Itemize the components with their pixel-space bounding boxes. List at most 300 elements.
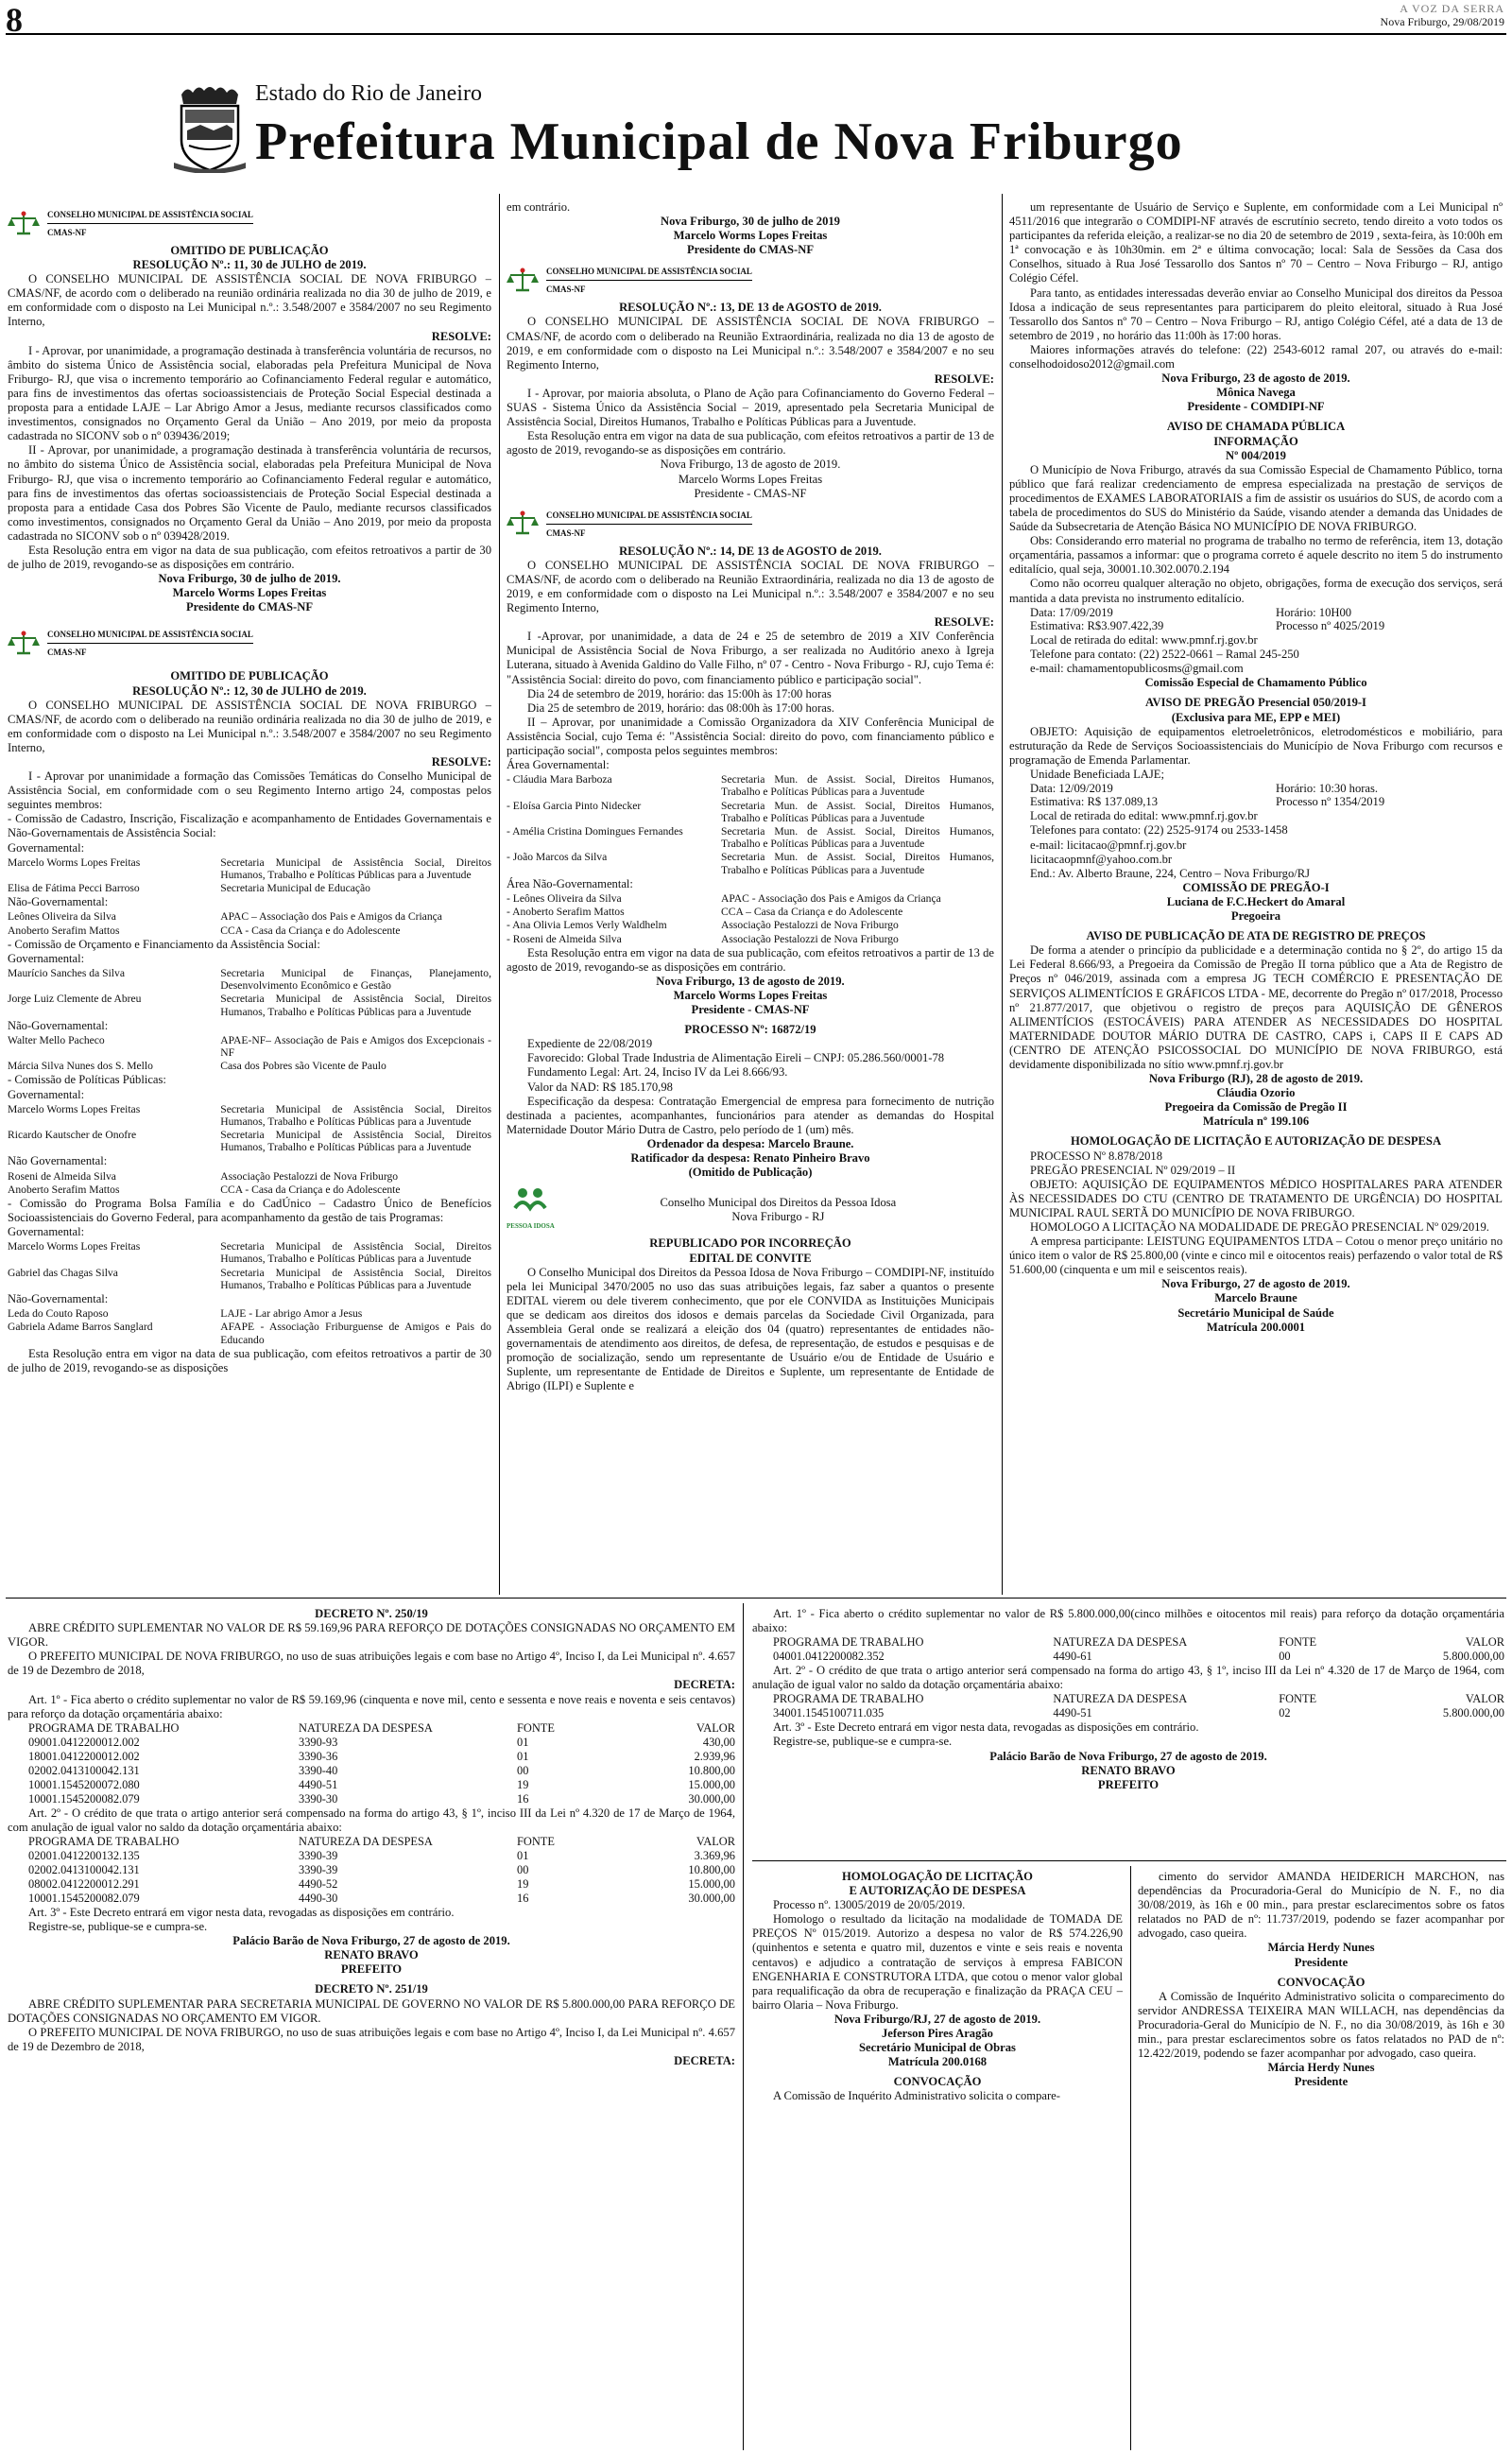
heading-line: RENATO BRAVO — [1081, 1763, 1176, 1777]
member-name: - João Marcos da Silva — [507, 851, 608, 864]
budget-cell: VALOR — [696, 1720, 735, 1735]
member-organization: Associação Pestalozzi de Nova Friburgo — [721, 919, 899, 932]
member-name: Ricardo Kautscher de Onofre — [8, 1129, 137, 1142]
paragraph: ABRE CRÉDITO SUPLEMENTAR NO VALOR DE R$ 59.169,96 PARA REFORÇO DE DOTAÇÕES CONSIGNADAS NO ORÇAMENTO EM VIGOR. — [8, 1621, 735, 1650]
elderly-council-title — [562, 1196, 994, 1224]
paragraph: Obs: Considerando erro material no programa de trabalho no termo de referência, item 13, dotação orçamentária, passamos a informar: que o programa correto é aquele descrito no item 5 do instrumento editalício, qual seja, 30001.10.302.0070.2.194 — [1009, 534, 1503, 577]
budget-cell: 01 — [517, 1735, 529, 1749]
budget-cell: 19 — [517, 1777, 529, 1791]
paragraph: Esta Resolução entra em vigor na data de sua publicação, com efeitos retroativos a partir de 13 de agosto de 2019, revogando-se as disposições em contrário. — [507, 429, 994, 458]
budget-cell: 30.000,00 — [688, 1891, 735, 1905]
budget-cell: 16 — [517, 1891, 529, 1905]
council-acronym: CMAS-NF — [546, 285, 586, 295]
budget-cell: 00 — [1279, 1650, 1291, 1664]
member-row — [8, 1034, 491, 1059]
member-row — [8, 1060, 491, 1072]
member-organization: AFAPE - Associação Friburguense de Amigos e Pais do Educando — [220, 1321, 491, 1346]
column-2 — [507, 200, 994, 1592]
column-divider — [1130, 1866, 1131, 2450]
member-organization: Secretaria Mun. de Assist. Social, Direitos Humanos, Trabalho e Políticas Públicas para a Juventude — [721, 773, 994, 799]
budget-cell: 15.000,00 — [688, 1777, 735, 1791]
paragraph: Art. 3º - Este Decreto entrará em vigor nesta data, revogadas as disposições em contrário. — [28, 1905, 455, 1919]
paragraph: End.: Av. Alberto Braune, 224, Centro – Nova Friburgo/RJ — [1030, 866, 1311, 880]
budget-table-row — [8, 1849, 735, 1863]
paragraph: ABRE CRÉDITO SUPLEMENTAR PARA SECRETARIA MUNICIPAL DE GOVERNO NO VALOR DE R$ 5.800.000,00 PARA REFORÇO DE DOTAÇÕES CONSIGNADAS NO ORÇAMENTO EM VIGOR. — [8, 1996, 735, 2025]
resolve-heading: RESOLVE: — [934, 372, 994, 386]
member-name: Jorge Luiz Clemente de Abreu — [8, 993, 142, 1006]
heading-line: Márcia Herdy Nunes — [1267, 1941, 1375, 1955]
heading-line: EDITAL DE CONVITE — [689, 1251, 812, 1265]
budget-table-row — [8, 1792, 735, 1806]
paragraph: Homologo o resultado da licitação na modalidade de TOMADA DE PREÇOS Nº 015/2019. Autorizo a despesa no valor de R$ 574.226,90 (quinhentos e setenta e quatro mil, duzentos e vinte e seis reais e noventa centavos) e adjudico a contratação de serviços à empresa FABICON ENGENHARIA E CONSTRUTORA LTDA, que cotou o menor valor global para requalificação da obra de recuperação e finalização da PRAÇA CEU – bairro Olaria – Nova Friburgo. — [752, 1912, 1123, 2012]
council-name: CONSELHO MUNICIPAL DE ASSISTÊNCIA SOCIAL — [47, 626, 253, 644]
budget-table-row — [752, 1635, 1504, 1650]
heading-line: HOMOLOGAÇÃO DE LICITAÇÃO — [842, 1870, 1033, 1883]
text-line: - Comissão de Políticas Públicas: — [8, 1073, 166, 1087]
member-organization: APAE-NF– Associação de Pais e Amigos dos Excepcionais - NF — [220, 1033, 491, 1060]
heading-line: RESOLUÇÃO Nº.: 14, DE 13 de AGOSTO de 2019. — [619, 544, 882, 558]
heading-line: Matrícula nº 199.106 — [1202, 1115, 1310, 1129]
heading-line: Nº 004/2019 — [1226, 448, 1286, 462]
decree-250-column — [8, 1607, 735, 2448]
member-row — [507, 851, 994, 875]
member-row — [507, 933, 994, 945]
member-name: Leda do Couto Raposo — [8, 1307, 109, 1321]
member-row — [8, 1267, 491, 1291]
paragraph: O CONSELHO MUNICIPAL DE ASSISTÊNCIA SOCIAL DE NOVA FRIBURGO – CMAS/NF, de acordo com o deliberado na Reunião Extraordinária, realizada no dia 13 de agosto de 2019, e em conformidade com o disposto na Lei Municipal n.º.: 3.548/2007 e 3584/2007 e no seu Regimento Interno, — [507, 315, 994, 372]
member-row — [8, 910, 491, 923]
member-organization: Secretaria Municipal de Finanças, Planejamento, Desenvolvimento Econômico e Gestão — [220, 966, 491, 993]
budget-cell: 2.939,96 — [694, 1749, 735, 1763]
heading-line: Luciana de F.C.Heckert do Amaral — [1166, 894, 1346, 908]
info-right: Horário: 10H00 — [1276, 605, 1352, 619]
paragraph: O PREFEITO MUNICIPAL DE NOVA FRIBURGO, no uso de suas atribuições legais e com base no Artigo 4º, Inciso I, da Lei Municipal nº. 4.657 de 19 de Dezembro de 2018, — [8, 2025, 735, 2053]
text-line: Não Governamental: — [8, 1154, 108, 1168]
heading-line: Marcelo Worms Lopes Freitas — [673, 229, 828, 243]
spacer — [8, 614, 491, 620]
heading-line: Matrícula 200.0001 — [1206, 1320, 1306, 1334]
paragraph: Art. 1º - Fica aberto o crédito suplementar no valor de R$ 5.800.000,00(cinco milhões e oitocentos mil reais) para reforço da dotação orçamentária abaixo: — [752, 1607, 1504, 1635]
heading-line: AVISO DE PUBLICAÇÃO DE ATA DE REGISTRO DE PREÇOS — [1086, 929, 1426, 943]
member-row — [507, 906, 994, 918]
member-name: Gabriel das Chagas Silva — [8, 1266, 118, 1279]
budget-cell: 02001.0412200132.135 — [28, 1848, 140, 1862]
member-name: Anoberto Serafim Mattos — [8, 1183, 120, 1196]
masthead-title: A VOZ DA SERRA — [1400, 2, 1504, 15]
heading-line: Presidente - COMDIPI-NF — [1187, 400, 1325, 414]
paragraph: cimento do servidor AMANDA HEIDERICH MARCHON, nas dependências da Procuradoria-Geral do Município de N. F., no dia 30/08/2019, às 16h e 00 min., para prestar esclarecimentos sobre os fatos relatados no PAD de nº: 11.737/2019, podendo se fazer acompanhar por advogado, caso queira. — [1138, 1870, 1504, 1941]
info-right: Processo nº 4025/2019 — [1276, 618, 1385, 632]
member-name: - Ana Olivia Lemos Verly Waldhelm — [507, 919, 667, 932]
budget-cell: 18001.0412200012.002 — [28, 1749, 140, 1763]
member-row — [8, 967, 491, 992]
heading-line: (Exclusiva para ME, EPP e MEI) — [1171, 710, 1341, 724]
member-row — [507, 919, 994, 931]
council-city: Nova Friburgo - RJ — [731, 1209, 825, 1223]
budget-cell: 15.000,00 — [688, 1876, 735, 1891]
coat-of-arms-icon — [172, 83, 248, 173]
member-row — [507, 892, 994, 905]
info-right: Processo nº 1354/2019 — [1276, 795, 1385, 809]
budget-cell: 02002.0413100042.131 — [28, 1763, 140, 1777]
heading-line: (Omitido de Publicação) — [688, 1166, 813, 1180]
text-line: Governamental: — [8, 951, 85, 965]
budget-cell: NATUREZA DA DESPESA — [1053, 1635, 1188, 1650]
budget-table-row — [8, 1721, 735, 1736]
budget-table-row — [8, 1877, 735, 1892]
member-organization: Secretaria Mun. de Assist. Social, Direitos Humanos, Trabalho e Políticas Públicas para a Juventude — [721, 825, 994, 851]
member-organization: Associação Pestalozzi de Nova Friburgo — [721, 932, 899, 945]
heading-line: Presidente do CMAS-NF — [686, 243, 815, 257]
paragraph: O PREFEITO MUNICIPAL DE NOVA FRIBURGO, no uso de suas atribuições legais e com base no Artigo 4º, Inciso I, da Lei Municipal nº. 4.657 de 19 de Dezembro de 2018, — [8, 1650, 735, 1678]
budget-cell: 4490-51 — [1053, 1706, 1092, 1720]
member-row — [507, 825, 994, 850]
resolve-heading: DECRETA: — [674, 2053, 735, 2067]
text-line: Governamental: — [8, 840, 85, 855]
text-line: Governamental: — [8, 1225, 85, 1239]
heading-line: AVISO DE PREGÃO Presencial 050/2019-I — [1145, 696, 1366, 710]
budget-cell: VALOR — [1465, 1692, 1504, 1706]
budget-table-row — [752, 1650, 1504, 1664]
member-organization: Casa dos Pobres são Vicente de Paulo — [220, 1060, 387, 1073]
paragraph: Como não ocorreu qualquer alteração no objeto, obrigações, forma de execução dos serviços, será mantida a data prevista no instrumento editalício. — [1009, 577, 1503, 605]
heading-line: Comissão Especial de Chamamento Público — [1144, 676, 1367, 690]
paragraph: Art. 2º - O crédito de que trata o artigo anterior será compensado na forma do artigo 43, § 1º, inciso III da Lei nº 4.320 de 17 de Março de 1964, com anulação de igual valor no saldo da dotação orçamentária abaixo: — [8, 1806, 735, 1834]
paragraph: PROCESSO Nº 8.878/2018 — [1030, 1149, 1163, 1163]
heading-line: Palácio Barão de Nova Friburgo, 27 de agosto de 2019. — [232, 1934, 510, 1948]
budget-cell: PROGRAMA DE TRABALHO — [28, 1834, 180, 1848]
council-logo — [8, 626, 491, 661]
paragraph: PREGÃO PRESENCIAL Nº 029/2019 – II — [1030, 1163, 1236, 1177]
member-row — [507, 800, 994, 824]
council-logo — [8, 206, 491, 241]
budget-cell: 10.800,00 — [688, 1862, 735, 1876]
member-row — [8, 856, 491, 881]
budget-cell: FONTE — [1279, 1635, 1317, 1650]
text-line: Governamental: — [8, 1087, 85, 1101]
heading-line: Pregoeira da Comissão de Pregão II — [1164, 1100, 1348, 1115]
heading-line: HOMOLOGAÇÃO DE LICITAÇÃO E AUTORIZAÇÃO DE DESPESA — [1070, 1134, 1442, 1149]
prefecture-title: Prefeitura Municipal de Nova Friburgo — [255, 112, 1183, 171]
member-name: Walter Mello Pacheco — [8, 1033, 105, 1046]
member-row — [8, 882, 491, 894]
member-name: Márcia Silva Nunes dos S. Mello — [8, 1060, 153, 1073]
budget-cell: FONTE — [517, 1834, 555, 1848]
council-logo-text — [47, 626, 253, 661]
paragraph: Art. 1º - Fica aberto o crédito suplementar no valor de R$ 59.169,96 (cinquenta e nove mil, cento e sessenta e nove reais e noventa e seis centavos) para reforço da dotação orçamentária abaixo: — [8, 1692, 735, 1720]
member-organization: CCA - Casa da Criança e do Adolescente — [220, 1183, 401, 1196]
member-name: Marcelo Worms Lopes Freitas — [8, 855, 141, 869]
heading-line: Nova Friburgo, 23 de agosto de 2019. — [1161, 372, 1350, 386]
budget-cell: FONTE — [1279, 1692, 1317, 1706]
heading-line: Nova Friburgo, 27 de agosto de 2019. — [1161, 1277, 1350, 1291]
text-line: - Comissão do Programa Bolsa Família e do CadÚnico – Cadastro Único de Benefícios Socioassistenciais do Governo Federal, para acompanhamento da gestão de tais Programas: — [8, 1196, 491, 1225]
member-row — [8, 1240, 491, 1265]
heading-line: Márcia Herdy Nunes — [1267, 2061, 1375, 2075]
budget-table-row — [8, 1736, 735, 1750]
budget-cell: 30.000,00 — [688, 1791, 735, 1806]
member-organization: Secretaria Municipal de Educação — [220, 882, 370, 895]
column-divider — [499, 194, 500, 1595]
info-left: Data: 17/09/2019 — [1030, 605, 1113, 619]
member-row — [8, 1321, 491, 1345]
member-name: Gabriela Adame Barros Sanglard — [8, 1321, 153, 1334]
budget-cell: 430,00 — [702, 1735, 735, 1749]
text-line: Não-Governamental: — [8, 1292, 109, 1306]
budget-table-row — [8, 1764, 735, 1778]
council-logo — [507, 263, 994, 298]
info-left: Data: 12/09/2019 — [1030, 781, 1113, 795]
state-name: Estado do Rio de Janeiro — [255, 81, 482, 106]
member-row — [8, 1103, 491, 1128]
paragraph: O CONSELHO MUNICIPAL DE ASSISTÊNCIA SOCIAL DE NOVA FRIBURGO – CMAS/NF, de acordo com o deliberado na reunião ordinária realizada no dia 30 de julho de 2019, e em conformidade com o disposto na Lei Municipal n.º.: 3.548/2007 e 3584/2007 no seu Regimento Interno, — [8, 698, 491, 754]
heading-line: COMISSÃO DE PREGÃO-I — [1182, 880, 1330, 894]
council-logo-text — [546, 507, 752, 542]
heading-line: PROCESSO Nº: 16872/19 — [684, 1023, 816, 1037]
heading-line: DECRETO Nº. 251/19 — [315, 1982, 428, 1996]
text-line: Não-Governamental: — [8, 895, 109, 909]
heading-line: Secretário Municipal de Saúde — [1177, 1305, 1334, 1320]
paragraph: A Comissão de Inquérito Administrativo solicita o comparecimento do servidor ANDRESSA TEIXEIRA MAN WILLACH, nas dependências da Procuradoria-Geral do Município de N. F., no dia 30/08/2019, às 16h e 30 min., para prestar esclarecimentos sobre os fatos relatados no PAD de nº: 12.422/2019, podendo se fazer acompanhar por advogado, caso queira. — [1138, 1989, 1504, 2061]
heading-line: RESOLUÇÃO Nº.: 12, 30 de JULHO de 2019. — [132, 683, 367, 698]
page-number: 8 — [6, 1, 23, 39]
member-row — [8, 1129, 491, 1153]
paragraph: OBJETO: AQUISIÇÃO DE EQUIPAMENTOS MÉDICO HOSPITALARES PARA ATENDER ÀS NECESSIDADES DO CTU (CENTRO DE TRATAMENTO DE URGÊNCIA) DO HOSPITAL MUNICIPAL RAUL SERTÃ DO MUNICÍPIO DE NOVA FRIBURGO. — [1009, 1177, 1503, 1219]
budget-cell: 04001.0412200082.352 — [773, 1650, 885, 1664]
paragraph: licitacaopmnf@yahoo.com.br — [1030, 852, 1173, 866]
budget-cell: 10001.1545200082.079 — [28, 1791, 140, 1806]
budget-cell: 3.369,96 — [694, 1848, 735, 1862]
text-line: - Comissão de Orçamento e Financiamento da Assistência Social: — [8, 937, 320, 951]
paragraph: Favorecido: Global Trade Industria de Alimentação Eireli – CNPJ: 05.286.560/0001-78 — [527, 1051, 945, 1065]
heading-line: Marcelo Worms Lopes Freitas — [172, 586, 327, 600]
paragraph: HOMOLOGO A LICITAÇÃO NA MODALIDADE DE PREGÃO PRESENCIAL Nº 029/2019. — [1030, 1220, 1489, 1234]
elderly-logo-caption: PESSOA IDOSA — [507, 1222, 555, 1231]
budget-cell: 3390-36 — [299, 1749, 338, 1763]
member-organization: Secretaria Mun. de Assist. Social, Direitos Humanos, Trabalho e Políticas Públicas para a Juventude — [721, 799, 994, 824]
paragraph: Registre-se, publique-se e cumpra-se. — [773, 1735, 953, 1749]
heading-line: Mônica Navega — [1216, 386, 1296, 400]
heading-line: RENATO BRAVO — [324, 1948, 419, 1962]
heading-line: Presidente — [1294, 1955, 1349, 1969]
council-acronym: CMAS-NF — [546, 527, 586, 538]
budget-cell: 10001.1545200072.080 — [28, 1777, 140, 1791]
budget-cell: 10.800,00 — [688, 1763, 735, 1777]
heading-line: Nova Friburgo, 30 de julho de 2019 — [661, 215, 840, 229]
elderly-council-logo — [507, 1185, 555, 1234]
member-organization: Secretaria Municipal de Assistência Social, Direitos Humanos, Trabalho e Políticas Públicas para a Juventude — [220, 1102, 491, 1128]
heading-line: Nova Friburgo, 13 de agosto de 2019. — [656, 974, 845, 988]
council-acronym: CMAS-NF — [47, 228, 87, 237]
heading-line: Matrícula 200.0168 — [887, 2055, 988, 2069]
member-organization: Secretaria Municipal de Assistência Social, Direitos Humanos, Trabalho e Políticas Públicas para a Juventude — [220, 1266, 491, 1291]
paragraph: Processo nº. 13005/2019 de 20/05/2019. — [773, 1898, 966, 1912]
paragraph: A empresa participante: LEISTUNG EQUIPAMENTOS LTDA – Cotou o menor preço unitário no único item o valor de R$ 25.800,00 (vinte e cinco mil e oitocentos reais) perfazendo o valor total de R$ 51.600,00 (cinquenta e um mil e seiscentos reais). — [1009, 1235, 1503, 1277]
member-name: Roseni de Almeida Silva — [8, 1169, 116, 1183]
member-name: Maurício Sanches da Silva — [8, 966, 125, 979]
member-row — [8, 1307, 491, 1320]
budget-table-row — [752, 1692, 1504, 1706]
budget-cell: 3390-39 — [299, 1862, 338, 1876]
member-name: Leônes Oliveira da Silva — [8, 910, 116, 924]
member-name: - Anoberto Serafim Mattos — [507, 906, 625, 919]
column-divider — [743, 1603, 744, 2450]
paragraph: Fundamento Legal: Art. 24, Inciso IV da Lei 8.666/93. — [527, 1065, 788, 1080]
heading-line: Secretário Municipal de Obras — [859, 2041, 1016, 2055]
budget-cell: PROGRAMA DE TRABALHO — [773, 1635, 924, 1650]
centered-line: Presidente - CMAS-NF — [694, 486, 807, 500]
council-name: CONSELHO MUNICIPAL DE ASSISTÊNCIA SOCIAL — [47, 206, 253, 224]
member-name: - Roseni de Almeida Silva — [507, 932, 622, 945]
heading-line: Ratificador da despesa: Renato Pinheiro Bravo — [630, 1151, 870, 1166]
member-row — [8, 993, 491, 1017]
budget-table-row — [8, 1863, 735, 1877]
budget-cell: 5.800.000,00 — [1442, 1706, 1504, 1720]
member-name: - Amélia Cristina Domingues Fernandes — [507, 825, 683, 838]
heading-line: RESOLUÇÃO Nº.: 11, 30 de JULHO de 2019. — [132, 258, 367, 272]
heading-line: INFORMAÇÃO — [1213, 434, 1298, 448]
member-organization: Secretaria Municipal de Assistência Social, Direitos Humanos, Trabalho e Políticas Públicas para a Juventude — [220, 993, 491, 1018]
council-name: CONSELHO MUNICIPAL DE ASSISTÊNCIA SOCIAL — [546, 263, 752, 281]
council-logo-text — [546, 263, 752, 298]
heading-line: Presidente — [1294, 2075, 1349, 2089]
member-name: - Cláudia Mara Barboza — [507, 773, 612, 786]
budget-cell: 4490-30 — [299, 1891, 338, 1905]
paragraph: e-mail: chamamentopublicosms@gmail.com — [1030, 662, 1244, 676]
paragraph: Valor da NAD: R$ 185.170,98 — [527, 1080, 673, 1094]
budget-cell: 08002.0412200012.291 — [28, 1876, 140, 1891]
paragraph: Esta Resolução entra em vigor na data de sua publicação, com efeitos retroativos a partir de 30 de julho de 2019, revogando-se as disposições em contrário. — [8, 543, 491, 572]
heading-line: Presidente - CMAS-NF — [691, 1003, 810, 1017]
budget-cell: VALOR — [1465, 1635, 1504, 1650]
paragraph: OBJETO: Aquisição de equipamentos eletroeletrônicos, eletrodomésticos e mobiliário, para estruturação da Rede de Serviços Socioassistenciais do Município de Nova Friburgo com recursos e programação de Emenda Parlamentar. — [1009, 724, 1503, 767]
budget-cell: 4490-52 — [299, 1876, 338, 1891]
budget-table-row — [8, 1750, 735, 1764]
budget-cell: 10001.1545200082.079 — [28, 1891, 140, 1905]
info-row — [1009, 796, 1503, 808]
text-line: Área Governamental: — [507, 758, 610, 772]
heading-line: Jeferson Pires Aragão — [882, 2027, 993, 2041]
budget-cell: 19 — [517, 1876, 529, 1891]
heading-line: Nova Friburgo/RJ, 27 de agosto de 2019. — [833, 2012, 1041, 2026]
heading-line: RESOLUÇÃO Nº.: 13, DE 13 de AGOSTO de 2019. — [619, 301, 882, 315]
paragraph: um representante de Usuário de Serviço e Suplente, em conformidade com a Lei Municipal nº 4511/2016 que integrarão o COMDIPI-NF através de escrutínio secreto, tendo direito a voto todos os participantes da referida eleição, a realizar-se no dia 20 de setembro de 2019 , sexta-feira, às 10:00h em 1ª convocação e às 10h30min. em 2ª e última convocação; local: Sala de Sessões da Casa dos Conselhos, situado à Rua José Tessarollo dos Santos nº 70 – Centro – Nova Friburgo – RJ, antigo Colégio Céfel. — [1009, 200, 1503, 285]
budget-table-row — [8, 1892, 735, 1906]
homologation-column — [752, 1870, 1123, 2448]
paragraph: Maiores informações através do telefone: (22) 2543-6012 ramal 207, ou através do e-mail: conselhodoidoso2012@gmail.com — [1009, 342, 1503, 372]
column-1 — [8, 200, 491, 1592]
info-left: Estimativa: R$3.907.422,39 — [1030, 618, 1164, 632]
budget-cell: VALOR — [696, 1834, 735, 1848]
member-name: - Eloísa Garcia Pinto Nidecker — [507, 799, 642, 812]
council-acronym: CMAS-NF — [47, 648, 87, 658]
heading-line: OMITIDO DE PUBLICAÇÃO — [170, 244, 329, 257]
paragraph: Local de retirada do edital: www.pmnf.rj.gov.br — [1030, 809, 1258, 823]
paragraph: Registre-se, publique-se e cumpra-se. — [28, 1920, 208, 1934]
paragraph: e-mail: licitacao@pmnf.rj.gov.br — [1030, 838, 1187, 852]
member-organization: Secretaria Municipal de Assistência Social, Direitos Humanos, Trabalho e Políticas Públicas para a Juventude — [220, 855, 491, 881]
masthead-date: Nova Friburgo, 29/08/2019 — [1380, 15, 1504, 28]
text-line: Não-Governamental: — [8, 1018, 109, 1032]
member-row — [8, 1170, 491, 1183]
budget-cell: 3390-39 — [299, 1848, 338, 1862]
scales-of-justice-icon — [8, 631, 40, 657]
member-row — [8, 925, 491, 937]
budget-cell: 02 — [1279, 1706, 1291, 1720]
paragraph: Especificação da despesa: Contratação Emergencial de empresa para fornecimento de nutrição destinada a pacientes, acompanhantes, funcionários para atender as demandas do Hospital Maternidade Doutor Mário Dutra de Castro, pelo período de 1 (um) mês. — [507, 1094, 994, 1136]
centered-line: Marcelo Worms Lopes Freitas — [678, 472, 823, 486]
member-organization: LAJE - Lar abrigo Amor a Jesus — [220, 1307, 363, 1321]
paragraph: O Conselho Municipal dos Direitos da Pessoa Idosa de Nova Friburgo – COMDIPI-NF, instituído pela lei Municipal 3470/2005 no uso das suas atribuições legais, faz saber a quantos o presente EDITAL vierem ou dele tiverem conhecimento, que por ele CONVIDA as Instituições Municipais que se dedicam aos direitos dos idosos e demais parcelas da Sociedade Civil Organizada, para Assembleia Geral onde se realizará a eleição dos 04 (quatro) representantes de entidades não-governamentais de atendimento aos direitos, de defesa, de representação, de estudos e pesquisas e de promoção de socialização, sendo um representante de Usuário e/ou de Entidade de Usuário e Suplente, um representante de Entidade de Direitos e Suplente, um representante de Entidade de Abrigo (ILPI) e Suplente e — [507, 1265, 994, 1393]
heading-line: Presidente do CMAS-NF — [185, 600, 314, 614]
heading-line: Nova Friburgo, 30 de julho de 2019. — [158, 572, 341, 586]
heading-line: CONVOCAÇÃO — [1277, 1975, 1366, 1989]
member-organization: APAC - Associação dos Pais e Amigos da Criança — [721, 891, 941, 905]
member-name: Marcelo Worms Lopes Freitas — [8, 1102, 141, 1115]
member-organization: Associação Pestalozzi de Nova Friburgo — [220, 1169, 399, 1183]
budget-cell: NATUREZA DA DESPESA — [299, 1834, 433, 1848]
budget-cell: 3390-40 — [299, 1763, 338, 1777]
paragraph: Art. 3º - Este Decreto entrará em vigor nesta data, revogadas as disposições em contrário. — [773, 1720, 1199, 1735]
paragraph: De forma a atender o princípio da publicidade e a determinação contida no § 2º, do artigo 15 da Lei Federal 8.666/93, a Pregoeira da Comissão de Pregão II torna público que a Ata de Registro de Preços nº 046/2019, assinada com a empresa JG TECH COMÉRCIO E PRESENTAÇÃO DE SERVIÇOS ALIMENTÍCIOS E GRÁFICOS LTDA - ME, decorrente do Pregão nº 017/2018, Processo nº 21.877/2017, que objetivou o registro de preços para AQUISIÇÃO DE GÊNEROS ALIMENTÍCIOS (ESTOCÁVEIS) PARA ATENDER AS NECESSIDADES DO HOSPITAL MATERNIDADE DOUTOR MÁRIO DUTRA DE CASTRO, CAPS i, CAPS II E CAPS AD (CENTRO DE ATENÇÃO PSICOSSOCIAL DO MUNICÍPIO DE NOVA FRIBURGO, está devidamente disponibilizada no sítio www.pmnf.rj.gov.br — [1009, 943, 1503, 1071]
section-rule — [6, 1598, 1506, 1599]
heading-line: E AUTORIZAÇÃO DE DESPESA — [849, 1884, 1026, 1898]
heading-line: AVISO DE CHAMADA PÚBLICA — [1166, 420, 1346, 434]
section-rule — [752, 1860, 1506, 1861]
paragraph: II – Aprovar, por unanimidade a Comissão Organizadora da XIV Conferência Municipal de Assistência Social, cujo Tema é: "Assistência Social: direito do povo, com financiamento público e participação social", composta pelos seguintes membros: — [507, 715, 994, 757]
text-line: em contrário. — [507, 200, 571, 214]
heading-line: Marcelo Braune — [1214, 1291, 1297, 1305]
column-3 — [1009, 200, 1503, 1592]
info-right: Horário: 10:30 horas. — [1276, 781, 1379, 795]
paragraph: Expediente de 22/08/2019 — [527, 1037, 653, 1051]
info-row — [1009, 783, 1503, 795]
paragraph: Dia 24 de setembro de 2019, horário: das 15:00h às 17:00 horas — [527, 686, 832, 700]
heading-line: DECRETO Nº. 250/19 — [315, 1607, 428, 1620]
text-line: - Comissão de Cadastro, Inscrição, Fiscalização e acompanhamento de Entidades Governamentais e Não-Governamentais de Assistência Social: — [8, 812, 491, 840]
council-logo-text — [47, 206, 253, 241]
heading-line: REPUBLICADO POR INCORREÇÃO — [649, 1236, 851, 1251]
paragraph: O CONSELHO MUNICIPAL DE ASSISTÊNCIA SOCIAL DE NOVA FRIBURGO – CMAS/NF, de acordo com o deliberado na Reunião Extraordinária, realizada no dia 13 de agosto de 2019, e em conformidade com o disposto na Lei Municipal n.º.: 3.548/2007 e 3584/2007 e no seu Regimento Interno, — [507, 558, 994, 615]
budget-cell: 02002.0413100042.131 — [28, 1862, 140, 1876]
heading-line: CONVOCAÇÃO — [893, 2075, 982, 2089]
resolve-heading: RESOLVE: — [934, 615, 994, 630]
elderly-council-logo-icon — [509, 1185, 551, 1216]
paragraph: I -Aprovar, por unanimidade, a data de 24 e 25 de setembro de 2019 a XIV Conferência Municipal de Assistência Social de Nova Friburgo, a ser realizada no Auditório anexo à Igreja Luterana, situado à Avenida Galdino do Valle Filho, nº 07 - Centro - Nova Friburgo - RJ, cujo Tema é: "Assistência Social: direito do povo, com financiamento público e participação social". — [507, 630, 994, 686]
heading-line: Pregoeira — [1230, 909, 1281, 924]
member-organization: Secretaria Municipal de Assistência Social, Direitos Humanos, Trabalho e Políticas Públicas para a Juventude — [220, 1129, 491, 1154]
heading-line: Ordenador da despesa: Marcelo Braune. — [646, 1136, 854, 1150]
scales-of-justice-icon — [507, 268, 539, 294]
member-name: Marcelo Worms Lopes Freitas — [8, 1240, 141, 1253]
paragraph: A Comissão de Inquérito Administrativo solicita o compare- — [773, 2089, 1060, 2103]
heading-line: PREFEITO — [340, 1962, 403, 1977]
paragraph: I - Aprovar, por unanimidade, a programação destinada à transferência voluntária de recursos, no âmbito do sistema Único de Assistência social, elaboradas pela Prefeitura Municipal de Nova Friburgo- RJ, que visa o incremento temporário ao Cofinanciamento Federal regular e automático, para fins de investimentos das ofertas socioassistenciais de Proteção Social Especial destinada a proposta para a entidade LAJE – Lar Abrigo Amor a Jesus, mediante recursos classificados como investimentos, consignados no Orçamento Geral da União – Ano 2019, por meio da proposta cadastrada no SICONV sob o nº 039436/2019; — [8, 343, 491, 443]
budget-cell: 3390-93 — [299, 1735, 338, 1749]
budget-cell: 4490-51 — [299, 1777, 338, 1791]
paragraph: O CONSELHO MUNICIPAL DE ASSISTÊNCIA SOCIAL DE NOVA FRIBURGO – CMAS/NF, de acordo com o deliberado na reunião ordinária realizada no dia 30 de julho de 2019, e em conformidade com o disposto na Lei Municipal n.º.: 3.548/2007 e 3584/2007 no seu Regimento Interno, — [8, 272, 491, 329]
budget-cell: 34001.1545100711.035 — [773, 1706, 885, 1720]
budget-cell: FONTE — [517, 1720, 555, 1735]
info-row — [1009, 620, 1503, 632]
heading-line: Nova Friburgo (RJ), 28 de agosto de 2019. — [1148, 1072, 1364, 1086]
centered-line: Nova Friburgo, 13 de agosto de 2019. — [660, 458, 841, 472]
budget-cell: NATUREZA DA DESPESA — [1053, 1692, 1188, 1706]
member-organization: CCA – Casa da Criança e do Adolescente — [721, 906, 903, 919]
scales-of-justice-icon — [507, 510, 539, 537]
budget-cell: NATUREZA DA DESPESA — [299, 1720, 433, 1735]
heading-line: OMITIDO DE PUBLICAÇÃO — [170, 669, 329, 683]
